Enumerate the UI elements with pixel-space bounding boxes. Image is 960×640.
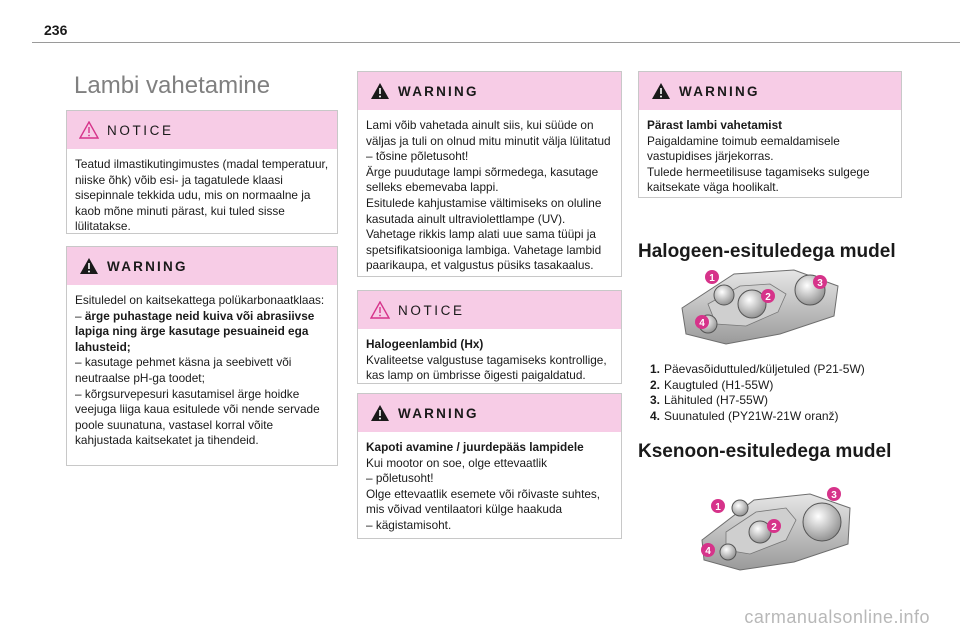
- list-item: 2. Kaugtuled (H1-55W): [650, 377, 774, 392]
- notice-bold: Halogeenlambid (Hx): [366, 337, 484, 351]
- notice-box-1: [66, 110, 338, 234]
- warning-bold: Kapoti avamine / juurdepääs lampidele: [366, 440, 584, 454]
- warning-text-2: – põletusoht!: [366, 471, 434, 486]
- warning-label: WARNING: [679, 83, 760, 99]
- notice-header: [358, 291, 621, 329]
- callout-2: 2: [771, 522, 777, 533]
- notice-header: [67, 111, 337, 149]
- warning-icon: [651, 82, 671, 100]
- callout-1: 1: [715, 502, 721, 513]
- warning-body: [358, 432, 621, 540]
- warning-label: WARNING: [398, 405, 479, 421]
- callout-2: 2: [765, 292, 771, 303]
- callout-3: 3: [817, 278, 823, 289]
- warning-box-4: [638, 71, 902, 198]
- warning-line2-prefix: –: [75, 308, 85, 323]
- warning-body: [67, 285, 337, 455]
- warning-bold: Pärast lambi vahetamist: [647, 118, 783, 132]
- caution-outline-icon: [79, 121, 99, 139]
- halogen-headlamp-diagram: [668, 264, 848, 348]
- warning-text-2: Ärge puudutage lampi sõrmedega, kasutage selleks ebemevaba lappi.: [366, 164, 599, 195]
- notice-body: [67, 149, 337, 241]
- callout-4: 4: [699, 318, 705, 329]
- warning-line3: – kasutage pehmet käsna ja seebivett või neutraalse pH-ga toodet;: [75, 355, 292, 385]
- warning-line4: – kõrgsurvepesuri kasutamisel ärge hoidke veejuga liiga kaua esitulede või nende servade poole suunatuna, vastasel korral võite kahjustada kaitsekatet ja tihendeid.: [75, 386, 320, 448]
- notice-text: Teatud ilmastikutingimustes (madal temperatuur, niiske õhk) võib esi- ja tagatulede klaasi sisepinnale tekkida udu, mis on normaalne ja kaob mõne minuti pärast, kui tuled sisse lülitatakse.: [75, 157, 329, 234]
- warning-header: [639, 72, 901, 110]
- caution-outline-icon: [370, 301, 390, 319]
- warning-text-1: Lami võib vahetada ainult siis, kui süüde on väljas ja tuli on olnud mitu minutit välja lülitatud – tõsine põletusoht!: [366, 118, 611, 164]
- warning-header: [67, 247, 337, 285]
- xenon-heading: Ksenoon-esituledega mudel: [638, 441, 892, 462]
- bulb-list: [650, 362, 865, 424]
- warning-box-2: [357, 71, 622, 277]
- callout-1: 1: [709, 273, 715, 284]
- warning-icon: [370, 82, 390, 100]
- list-item: 4. Suunatuled (PY21W-21W oranž): [650, 408, 839, 423]
- warning-box-1: [66, 246, 338, 466]
- warning-label: WARNING: [107, 258, 188, 274]
- watermark: carmanualsonline.info: [744, 607, 930, 627]
- warning-icon: [79, 257, 99, 275]
- warning-box-3: [357, 393, 622, 539]
- warning-label: WARNING: [398, 83, 479, 99]
- notice-label: NOTICE: [398, 302, 465, 318]
- page-number: 236: [44, 22, 68, 38]
- warning-text-1: Paigaldamine toimub eemaldamisele vastupidises järjekorras.: [647, 133, 840, 164]
- notice-label: NOTICE: [107, 122, 174, 138]
- page-title: Lambi vahetamine: [74, 72, 271, 99]
- warning-line1: Esituledel on kaitsekattega polükarbonaatklaas:: [75, 293, 325, 307]
- warning-text-3: Olge ettevaatlik esemete või rõivaste suhtes, mis võivad ventilaatori külge haakuda: [366, 486, 601, 517]
- warning-text-2: Tulede hermeetilisuse tagamiseks sulgege kaitsekate väga hoolikalt.: [647, 164, 870, 195]
- warning-header: [358, 394, 621, 432]
- warning-header: [358, 72, 621, 110]
- halogen-heading: Halogeen-esituledega mudel: [638, 241, 896, 262]
- warning-body: [639, 110, 901, 202]
- warning-text-4: Vahetage rikkis lamp alati uue sama tüüpi ja spetsifikatsiooniga lambiga. Vahetage lambid paarikaupa, et valgustus püsiks tasakaalus.: [366, 227, 602, 273]
- xenon-headlamp-diagram: [690, 484, 860, 574]
- warning-text-1: Kui mootor on soe, olge ettevaatlik: [366, 455, 547, 470]
- notice-body: [358, 329, 621, 390]
- callout-4: 4: [705, 546, 711, 557]
- callout-3: 3: [831, 490, 837, 501]
- warning-body: [358, 110, 621, 280]
- top-rule: [32, 42, 960, 43]
- notice-box-2: [357, 290, 622, 384]
- warning-text-4: – kägistamisoht.: [366, 517, 452, 532]
- list-item: 3. Lähituled (H7-55W): [650, 393, 769, 407]
- list-item: 1. Päevasõiduttuled/küljetuled (P21-5W): [650, 362, 865, 376]
- warning-line2-bold: ärge puhastage neid kuiva või abrasiivse lapiga ning ärge kasutage pesuaineid ega lahusteid;: [75, 308, 315, 354]
- warning-text-3: Esitulede kahjustamise vältimiseks on oluline kasutada ainult ultraviolettlampe (UV).: [366, 195, 602, 226]
- warning-line2: [75, 309, 329, 356]
- notice-text: Kvaliteetse valgustuse tagamiseks kontrollige, kas lamp on ümbrisse õigesti paigaldatud.: [366, 352, 607, 383]
- warning-icon: [370, 404, 390, 422]
